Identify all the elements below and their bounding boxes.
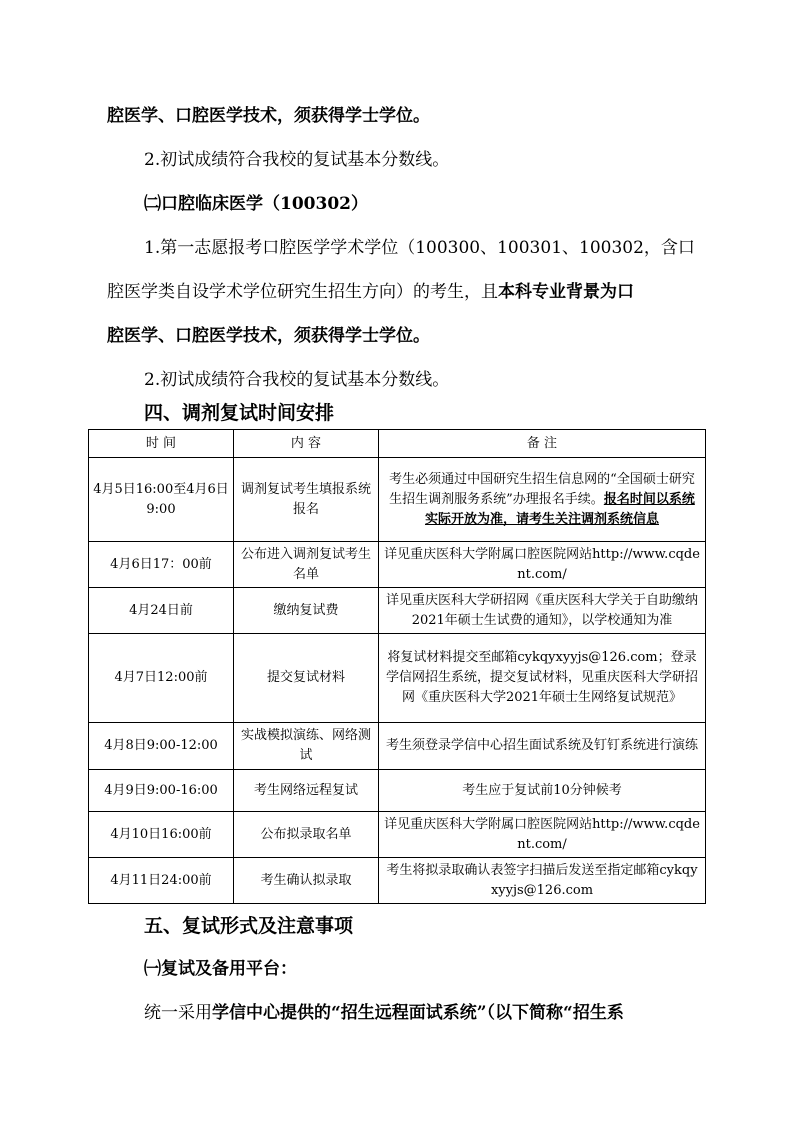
table-row [89,634,706,723]
cell-time: 4月9日9:00-16:00 [89,770,234,812]
cell-note: 考生将拟录取确认表签字扫描后发送至指定邮箱cykqyxyyjs@126.com [379,858,706,904]
cell-content: 考生确认拟录取 [234,858,379,904]
column-header-note: 备 注 [379,430,706,458]
paragraph-score-requirement-1: 2.初试成绩符合我校的复试基本分数线。 [144,150,450,170]
paragraph-platform-plain: 统一采用 [144,1003,212,1023]
cell-note: 详见重庆医科大学研招网《重庆医科大学关于自助缴纳2021年硕士生试费的通知》，以学校通知为准 [379,588,706,634]
cell-time: 4月8日9:00-12:00 [89,723,234,770]
cell-content: 调剂复试考生填报系统报名 [234,458,379,542]
cell-note-text: 考生必须通过中国研究生招生信息网的“全国硕士研究生招生调剂服务系统”办理报名手续。 [389,471,695,507]
paragraph-first-choice-line-2 [107,281,634,303]
paragraph-platform-bold: 学信中心提供的“招生远程面试系统”（以下简称“招生系 [212,1003,624,1023]
cell-content: 提交复试材料 [234,634,379,723]
section-heading-retest-format: 五、复试形式及注意事项 [144,915,354,937]
cell-note [379,458,706,542]
cell-content: 缴纳复试费 [234,588,379,634]
cell-time: 4月11日24:00前 [89,858,234,904]
paragraph-first-choice-bold: 本科专业背景为口 [498,282,634,302]
cell-note: 考生应于复试前10分钟候考 [379,770,706,812]
cell-time: 4月10日16:00前 [89,812,234,858]
subheading-oral-clinical-medicine: ㈡口腔临床医学（100302） [144,194,368,214]
paragraph-score-requirement-2: 2.初试成绩符合我校的复试基本分数线。 [144,370,450,390]
paragraph-first-choice-line-1: 1.第一志愿报考口腔医学学术学位（100300、100301、100302，含口 [144,238,695,258]
table-row [89,542,706,588]
cell-time: 4月7日12:00前 [89,634,234,723]
paragraph-first-choice-plain: 腔医学类自设学术学位研究生招生方向）的考生，且 [107,282,498,302]
cell-note: 考生须登录学信中心招生面试系统及钉钉系统进行演练 [379,723,706,770]
schedule-table [88,429,706,904]
cell-time: 4月6日17：00前 [89,542,234,588]
column-header-content: 内 容 [234,430,379,458]
paragraph-degree-requirement-1: 腔医学、口腔医学技术，须获得学士学位。 [107,106,430,126]
paragraph-degree-requirement-2: 腔医学、口腔医学技术，须获得学士学位。 [107,326,430,346]
table-row [89,858,706,904]
cell-note: 将复试材料提交至邮箱cykqyxyyjs@126.com；登录学信网招生系统，提交复试材料，见重庆医科大学研招网《重庆医科大学2021年硕士生网络复试规范》 [379,634,706,723]
cell-time: 4月24日前 [89,588,234,634]
table-row [89,588,706,634]
section-heading-schedule: 四、调剂复试时间安排 [144,402,335,424]
table-header-row [89,430,706,458]
table-row [89,812,706,858]
cell-content: 考生网络远程复试 [234,770,379,812]
cell-content: 实战模拟演练、网络测试 [234,723,379,770]
table-row [89,770,706,812]
table-row [89,723,706,770]
subheading-platform: ㈠复试及备用平台： [144,959,297,979]
cell-content: 公布进入调剂复试考生名单 [234,542,379,588]
cell-note: 详见重庆医科大学附属口腔医院网站http://www.cqdent.com/ [379,812,706,858]
table-row [89,458,706,542]
cell-note-emphasis: 报名时间以系统实际开放为准，请考生关注调剂系统信息 [424,491,695,527]
cell-time: 4月5日16:00至4月6日9:00 [89,458,234,542]
cell-content: 公布拟录取名单 [234,812,379,858]
paragraph-platform-intro [144,1002,624,1024]
cell-note: 详见重庆医科大学附属口腔医院网站http://www.cqdent.com/ [379,542,706,588]
column-header-time: 时 间 [89,430,234,458]
